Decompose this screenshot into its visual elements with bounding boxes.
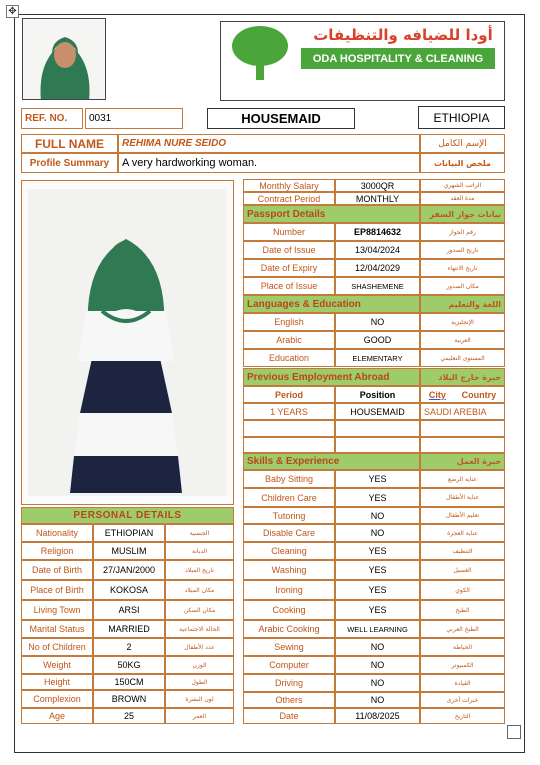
skill-row-label: Washing [243,560,335,580]
passport-row-arabic: تاريخ الصدور [420,241,505,259]
personal-row-value: 150CM [93,674,165,690]
skill-row-arabic: الكمبيوتر [420,656,505,674]
language-row-arabic: المستوى التعليمي [420,349,505,367]
employment-col-period: Period [243,386,335,403]
personal-row-arabic: مكان السكن [165,600,234,620]
employment-empty-cell [243,437,335,453]
passport-section-title: Passport Details [243,205,420,223]
skill-row-value: 11/08/2025 [335,708,420,724]
summary-label: Profile Summary [21,153,118,173]
language-row-value: NO [335,313,420,331]
passport-row-value: EP8814632 [335,223,420,241]
employment-col-city: City [428,389,446,400]
personal-section-title: PERSONAL DETAILS [21,507,234,524]
employment-empty-cell [335,437,420,453]
skill-row-value: NO [335,674,420,692]
personal-row-arabic: عدد الأطفال [165,638,234,656]
personal-row-arabic: تاريخ الميلاد [165,560,234,580]
personal-row-label: Age [21,708,93,724]
full-name-arabic: الإسم الكامل [420,134,505,153]
language-row-arabic: العربية [420,331,505,349]
ref-label: REF. NO. [21,108,83,129]
skill-row-value: YES [335,580,420,600]
skill-row-label: Arabic Cooking [243,620,335,638]
skill-row-label: Children Care [243,488,335,507]
tree-logo-icon [229,24,291,82]
skill-row-value: YES [335,542,420,560]
salary-value: 3000QR [335,179,420,192]
skill-row-arabic: خبرات أخرى [420,692,505,708]
skill-row-arabic: القيادة [420,674,505,692]
passport-row-value: 12/04/2029 [335,259,420,277]
skill-row-label: Baby Sitting [243,470,335,488]
personal-row-label: Height [21,674,93,690]
skills-section-title-arabic: خبرة العمل [420,453,505,470]
personal-row-arabic: الطول [165,674,234,690]
employment-empty-cell [420,437,505,453]
personal-row-label: No of Children [21,638,93,656]
employment-empty-cell [420,420,505,437]
summary-arabic: ملخص البيانات [420,153,505,173]
passport-row-label: Date of Issue [243,241,335,259]
personal-row-label: Religion [21,542,93,560]
personal-row-value: 25 [93,708,165,724]
skill-row-label: Computer [243,656,335,674]
employment-empty-cell [243,420,335,437]
skill-row-value: NO [335,692,420,708]
full-body-photo [21,180,234,505]
employment-col-position: Position [335,386,420,403]
personal-row-value: KOKOSA [93,580,165,600]
period-label: Contract Period [243,192,335,205]
company-name-arabic: أودا للضيافه والتنظيفات [313,26,493,44]
skill-row-value: YES [335,600,420,620]
skill-row-label: Sewing [243,638,335,656]
personal-row-value: 27/JAN/2000 [93,560,165,580]
skill-row-label: Driving [243,674,335,692]
passport-row-arabic: مكان الصدور [420,277,505,295]
skill-row-value: NO [335,638,420,656]
skill-row-arabic: التنظيف [420,542,505,560]
skill-row-arabic: الخياطة [420,638,505,656]
salary-arabic: الراتب الشهري [420,179,505,192]
job-title: HOUSEMAID [207,108,355,129]
period-arabic: مدة العقد [420,192,505,205]
personal-row-value: MARRIED [93,620,165,638]
passport-row-arabic: تاريخ الانتهاء [420,259,505,277]
salary-label: Monthly Salary [243,179,335,192]
personal-row-arabic: لون البشرة [165,690,234,708]
language-row-label: English [243,313,335,331]
skill-row-label: Ironing [243,580,335,600]
full-name-value: REHIMA NURE SEIDO [118,134,420,153]
language-row-value: GOOD [335,331,420,349]
personal-row-value: ARSI [93,600,165,620]
skill-row-label: Tutoring [243,507,335,524]
skill-row-value: YES [335,560,420,580]
employment-col-location [420,386,505,403]
skill-row-arabic: الطبخ العربي [420,620,505,638]
passport-row-label: Number [243,223,335,241]
skill-row-arabic: الطبخ [420,600,505,620]
full-name-label: FULL NAME [21,134,118,153]
personal-row-arabic: الوزن [165,656,234,674]
personal-row-label: Nationality [21,524,93,542]
passport-row-value: 13/04/2024 [335,241,420,259]
personal-row-value: 50KG [93,656,165,674]
employment-country-value: SAUDI AREBIA [420,403,505,420]
language-row-value: ELEMENTARY [335,349,420,367]
personal-row-value: MUSLIM [93,542,165,560]
skill-row-label: Date [243,708,335,724]
personal-row-label: Place of Birth [21,580,93,600]
personal-row-arabic: الديانة [165,542,234,560]
personal-row-label: Complexion [21,690,93,708]
summary-value: A very hardworking woman. [118,153,420,173]
language-row-label: Arabic [243,331,335,349]
skill-row-arabic: الغسيل [420,560,505,580]
personal-row-arabic: مكان الميلاد [165,580,234,600]
personal-row-arabic: الجنسية [165,524,234,542]
skill-row-value: NO [335,524,420,542]
skill-row-value: NO [335,656,420,674]
skill-row-arabic: عناية الأطفال [420,488,505,507]
skill-row-label: Others [243,692,335,708]
personal-row-value: ETHIOPIAN [93,524,165,542]
skill-row-arabic: عناية العجزة [420,524,505,542]
skill-row-label: Cooking [243,600,335,620]
personal-row-value: BROWN [93,690,165,708]
passport-section-title-arabic: بيانات جواز السفر [420,205,505,223]
personal-row-label: Date of Birth [21,560,93,580]
period-value: MONTHLY [335,192,420,205]
employment-section-title: Previous Employment Abroad [243,368,420,386]
skill-row-value: YES [335,488,420,507]
skill-row-value: NO [335,507,420,524]
personal-row-label: Living Town [21,600,93,620]
skill-row-arabic: الكوي [420,580,505,600]
end-of-cell-box [507,725,521,739]
skill-row-arabic: تعليم الأطفال [420,507,505,524]
employment-period-value: 1 YEARS [243,403,335,420]
passport-row-label: Date of Expiry [243,259,335,277]
skill-row-value: YES [335,470,420,488]
personal-row-value: 2 [93,638,165,656]
portrait-photo [22,18,106,100]
company-name-english: ODA HOSPITALITY & CLEANING [301,48,495,69]
employment-position-value: HOUSEMAID [335,403,420,420]
skills-section-title: Skills & Experience [243,453,420,470]
employment-col-country: Country [461,389,497,400]
passport-row-value: SHASHEMENE [335,277,420,295]
skill-row-label: Disable Care [243,524,335,542]
passport-row-label: Place of Issue [243,277,335,295]
passport-row-arabic: رقم الجواز [420,223,505,241]
ref-value: 0031 [85,108,183,129]
personal-row-arabic: العمر [165,708,234,724]
country: ETHIOPIA [418,106,505,129]
language-row-arabic: الإنجليزية [420,313,505,331]
skill-row-label: Cleaning [243,542,335,560]
employment-empty-cell [335,420,420,437]
personal-row-label: Weight [21,656,93,674]
personal-row-label: Marital Status [21,620,93,638]
languages-section-title-arabic: اللغة والتعليم [420,295,505,313]
skill-row-arabic: التاريخ [420,708,505,724]
personal-row-arabic: الحالة الاجتماعية [165,620,234,638]
skill-row-value: WELL LEARNING [335,620,420,638]
table-move-handle-icon[interactable]: ✥ [6,5,19,18]
language-row-label: Education [243,349,335,367]
company-logo-box [220,21,505,101]
languages-section-title: Languages & Education [243,295,420,313]
employment-section-title-arabic: خبرة خارج البلاد [420,368,505,386]
skill-row-arabic: عناية الرضع [420,470,505,488]
